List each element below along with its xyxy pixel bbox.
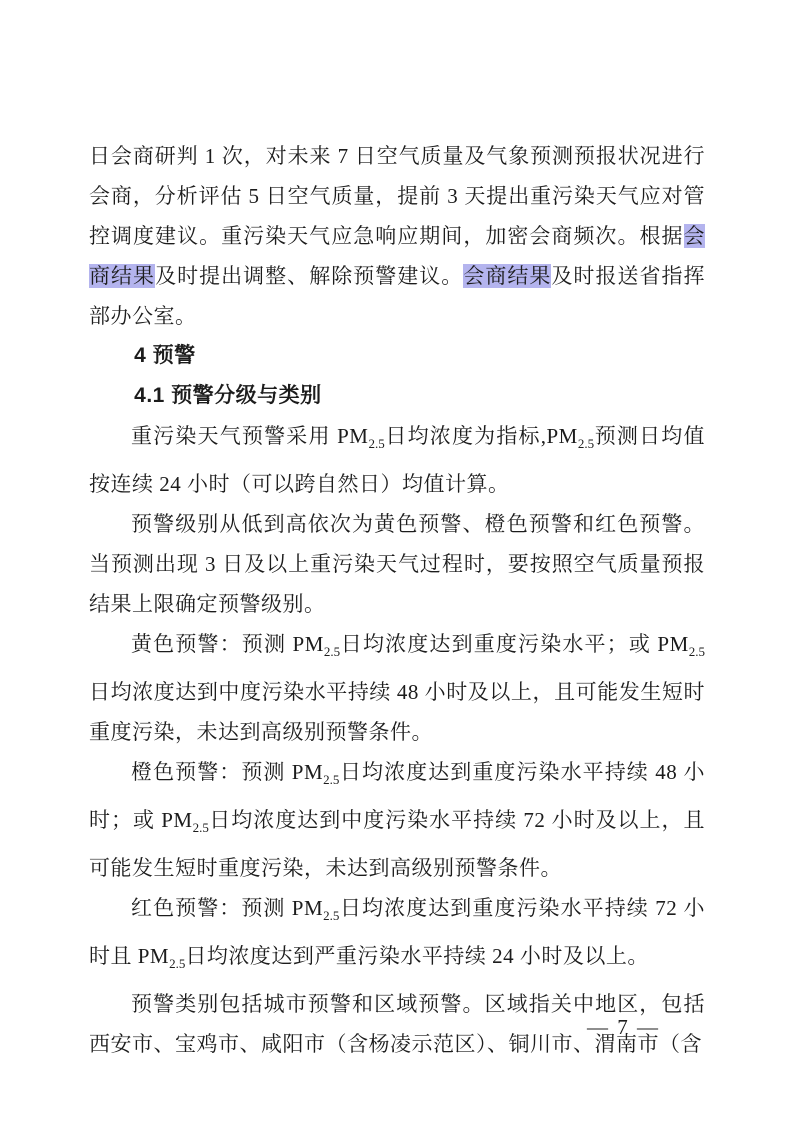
text-run: 黄色预警：预测 PM	[131, 632, 324, 656]
text-run: 4 预警	[134, 344, 196, 367]
text-run: 日均浓度达到重度污染水平；或 PM	[340, 632, 689, 656]
text-run: 4.1 预警分级与类别	[134, 384, 322, 407]
highlighted-text: 会商结果	[463, 264, 552, 288]
page-number: — 7 —	[587, 1015, 660, 1039]
subscript-text: 2.5	[323, 908, 340, 923]
text-run: 预测日均值按连续 24 小时（可以跨自然日）均值计算。	[89, 424, 705, 496]
subscript-text: 2.5	[323, 772, 340, 787]
text-run: 及时提出调整、解除预警建议。	[155, 264, 464, 288]
text-run: 日均浓度达到严重污染水平持续 24 小时及以上。	[185, 944, 649, 968]
subscript-text: 2.5	[169, 956, 186, 971]
subscript-text: 2.5	[368, 436, 385, 451]
paragraph	[89, 416, 705, 504]
text-run: 日均浓度达到重度污染水平持续 48 小时；或 PM	[89, 760, 706, 832]
subscript-text: 2.5	[192, 820, 209, 835]
text-run: 日均浓度达到中度污染水平持续 72 小时及以上，且可能发生短时重度污染，未达到高级别预警条件。	[89, 808, 706, 880]
text-run: 及时报送省指挥部办公室。	[89, 264, 706, 328]
section-heading1	[89, 336, 705, 376]
highlighted-text: 会商结果	[89, 224, 705, 288]
section-heading2	[89, 376, 705, 416]
paragraph	[89, 752, 705, 888]
subscript-text: 2.5	[688, 644, 705, 659]
document-body	[89, 136, 705, 1064]
text-run: 预警级别从低到高依次为黄色预警、橙色预警和红色预警。当预测出现 3 日及以上重污染天气过程时，要按照空气质量预报结果上限确定预警级别。	[89, 512, 705, 616]
text-run: 红色预警：预测 PM	[131, 896, 324, 920]
text-run: 预警类别包括城市预警和区域预警。区域指关中地区，包括西安市、宝鸡市、咸阳市（含杨凌示范区）、铜川市、渭南市（含	[89, 992, 705, 1056]
paragraph	[89, 504, 705, 624]
text-run: 日均浓度为指标,PM	[384, 424, 578, 448]
paragraph	[89, 136, 705, 336]
text-run: 日会商研判 1 次，对未来 7 日空气质量及气象预测预报状况进行会商，分析评估 5 日空气质量，提前 3 天提出重污染天气应对管控调度建议。重污染天气应急响应期间，加密会商频次。根据	[89, 144, 705, 248]
subscript-text: 2.5	[323, 644, 341, 659]
paragraph	[89, 888, 705, 984]
text-run: 橙色预警：预测 PM	[131, 760, 324, 784]
text-run: 日均浓度达到重度污染水平持续 72 小时且 PM	[89, 896, 706, 968]
text-run: 日均浓度达到中度污染水平持续 48 小时及以上，且可能发生短时重度污染，未达到高级别预警条件。	[89, 680, 705, 744]
paragraph	[89, 624, 705, 752]
subscript-text: 2.5	[577, 436, 595, 451]
text-run: 重污染天气预警采用 PM	[131, 424, 369, 448]
